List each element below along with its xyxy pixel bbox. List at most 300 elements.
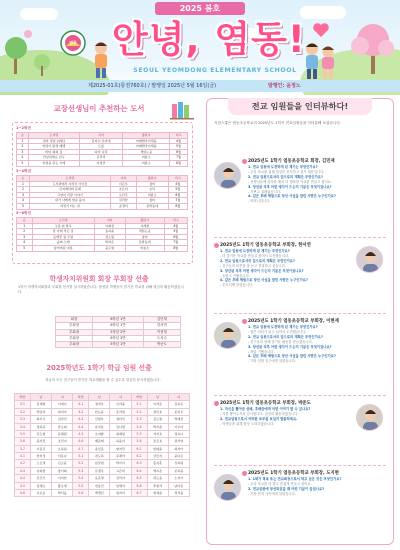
books-cell: 창비	[136, 181, 168, 187]
qa-item	[248, 175, 378, 185]
qa-item	[248, 477, 378, 487]
books-cell: 윤도현	[94, 245, 125, 251]
reps-cell: 엄지아	[110, 489, 131, 496]
question: 1. 전교 임원에 도전하게 된 계기는 무엇인가요?	[248, 325, 318, 329]
reps-cell: 4-2	[15, 460, 31, 467]
reps-cell: 최시우	[30, 416, 51, 423]
books-cell: 문학동네	[125, 240, 164, 246]
table-row	[15, 416, 190, 423]
divider	[214, 237, 386, 238]
answer: - 기쁘고 설레었습니다.	[248, 189, 281, 194]
books-cell: 도서관에서 사라진 아이들	[29, 181, 110, 187]
books-cell: 오단주	[110, 192, 136, 198]
question: 1. 1학기 목표 또는 전교회장으로서 하고 싶은 것은 무엇인가요?	[248, 477, 342, 481]
bullet-icon	[242, 471, 247, 476]
books-cell: 고양이 식당 이야기	[29, 192, 110, 198]
table-row	[56, 335, 181, 341]
books-cell: 김리리	[79, 155, 122, 161]
books-cell: 엉덩이 탐정 배뱅	[28, 144, 79, 150]
reps-cell: 백시온	[147, 467, 168, 474]
candidate-cell: 도지수	[143, 335, 180, 341]
books-cell: 4월	[164, 223, 187, 229]
candidate-cell: 6학년 1반	[93, 317, 144, 323]
books-cell: 3	[17, 234, 33, 240]
reps-cell: 정지우	[89, 401, 110, 408]
reps-cell: 3-3	[15, 416, 31, 423]
grade-label: 1~2학년	[16, 126, 31, 130]
reps-cell: 5-6	[131, 438, 147, 445]
reps-cell: 장서희	[52, 467, 73, 474]
books-section-title: 교장선생님이 추천하는 도서	[53, 104, 145, 113]
reps-cell: 4-3	[73, 416, 89, 423]
books-cell: 비룡소	[136, 192, 168, 198]
books-cell: 책읽는곰	[125, 229, 164, 235]
answer: - 친구들과 함께 즐거운 활동을 만들겠습니다.	[248, 339, 313, 344]
reps-cell: 윤서진	[30, 438, 51, 445]
heart-icon	[312, 22, 330, 38]
reps-cell: 4-6	[15, 489, 31, 496]
books-cell: 공정석	[110, 203, 136, 209]
books-cell: 숲의 노래	[32, 240, 94, 246]
books-header-cell: 출판사	[123, 133, 170, 139]
reps-cell: 3-7	[15, 445, 31, 452]
school-name: SEOUL YEOMDONG ELEMENTARY SCHOOL	[133, 67, 297, 74]
student-photo	[214, 474, 241, 501]
reps-cell: 문채원	[52, 430, 73, 437]
books-cell: 창비	[136, 198, 168, 204]
divider	[214, 465, 386, 466]
question: 3. 당선된 직후 어떤 생각이 드는지 기분은 무엇이었나요?	[220, 268, 304, 273]
reps-header-cell: 여	[110, 394, 131, 401]
interview-title: 전교 임원들을 인터뷰하다!	[228, 98, 372, 115]
books-cell: 4	[17, 155, 29, 161]
newsletter-title: 안녕, 염동!	[112, 18, 306, 61]
books-cell: 4월	[168, 181, 187, 187]
reps-cell: 4-1	[15, 453, 31, 460]
question: 2. 전교 임원으로서의 앞으로의 계획은 무엇인가요?	[220, 258, 295, 263]
cloud-decoration	[300, 6, 346, 19]
reps-cell: 4-7	[73, 445, 89, 452]
qa-item	[220, 417, 350, 427]
student-photo	[214, 322, 241, 349]
reps-cell: 황보영	[52, 482, 73, 489]
books-cell: 5	[17, 203, 30, 209]
reps-cell: 6-4	[131, 467, 147, 474]
question: 4. 같은 후배 체험으로 당선 사실을 알린 사람은 누구인가요?	[248, 354, 336, 359]
books-cell: 6월	[164, 234, 187, 240]
reps-cell: 최예린	[110, 430, 131, 437]
reps-cell: 표준영	[89, 475, 110, 482]
table-row	[17, 160, 188, 166]
question: 3. 당선된 직후 어떤 생각이 드는지 기분은 무엇이었나요?	[248, 184, 332, 189]
books-cell: 빗자 경칩 (양탄)	[28, 138, 79, 144]
divider	[214, 395, 386, 396]
books-cell: 6월	[168, 192, 187, 198]
qa-item	[248, 194, 378, 204]
reps-cell: 이서준	[147, 401, 168, 408]
reps-cell: 5-3	[131, 416, 147, 423]
books-cell: 김지수·조미애	[79, 138, 122, 144]
reps-cell: 6-7	[131, 489, 147, 496]
books-cell: 문학동네	[136, 203, 168, 209]
books-cell: 4	[17, 198, 30, 204]
qa-item	[248, 185, 378, 195]
candidate-cell: 박준도	[143, 342, 180, 348]
reps-cell: 방재윤	[147, 489, 168, 496]
child-illustration	[88, 40, 114, 80]
reps-cell: 조건우	[30, 475, 51, 482]
books-cell: 4월	[170, 138, 188, 144]
books-cell: 6월	[170, 149, 188, 155]
reps-cell: 오지환	[89, 430, 110, 437]
table-row	[15, 438, 190, 445]
reps-cell: 6-2	[131, 453, 147, 460]
season-ribbon: 2025 봄호	[155, 2, 245, 15]
reps-header-cell: 학반	[131, 394, 147, 401]
qa-item	[220, 407, 350, 417]
candidate-cell: 6학년 3반	[93, 335, 144, 341]
interviewee-name: 2025년도 1학기 염동초등학교 부회장, 박준도	[220, 401, 311, 406]
divider	[214, 313, 386, 314]
reps-cell: 전서윤	[168, 489, 189, 496]
reps-cell: 박서율	[52, 489, 73, 496]
books-header-cell: 순	[17, 133, 29, 139]
reps-cell: 한지성	[30, 453, 51, 460]
reps-cell: 정다인	[110, 416, 131, 423]
reps-cell: 조하윤	[168, 467, 189, 474]
reps-cell: 윤다은	[168, 453, 189, 460]
reps-cell: 남궁현	[89, 460, 110, 467]
books-cell: 동백꽃 필 무렵	[32, 234, 94, 240]
children-illustration	[300, 40, 340, 82]
qa-item	[248, 345, 378, 355]
reps-cell: 5-5	[73, 482, 89, 489]
bullet-icon	[242, 319, 247, 324]
reps-cell: 6-3	[131, 460, 147, 467]
reps-cell: 최지아	[52, 408, 73, 415]
qa-item	[248, 354, 378, 364]
reps-cell: 한소희	[52, 423, 73, 430]
qa-item	[248, 335, 378, 345]
books-cell: 내가 나에게 얼굴 붙여	[29, 198, 110, 204]
answer: - 더 즐거운 학교를 만들고 싶어서 도전했습니다.	[220, 253, 290, 258]
reps-cell: 김도현	[147, 416, 168, 423]
books-cell: 이정민	[79, 160, 122, 166]
books-header-cell: 비고	[164, 218, 187, 224]
table-row	[15, 460, 190, 467]
grade-label: 3~4학년	[16, 169, 31, 173]
reps-cell: 6-6	[131, 482, 147, 489]
question: 3. 당선된 직후 어떤 생각이 드는지 기분은 무엇이었나요?	[248, 344, 332, 349]
books-header-cell: 저자	[79, 133, 122, 139]
interviewee-name: 2025년도 1학기 염동초등학교 부회장, 이현재	[248, 319, 339, 324]
candidate-cell: 부회장	[56, 342, 93, 348]
reps-cell: 강리아	[110, 475, 131, 482]
books-cell: 달 아래 작은 집	[32, 229, 94, 235]
reps-cell: 3-2	[15, 408, 31, 415]
reps-cell: 백경민	[89, 489, 110, 496]
books-cell: 미래엔아이세움	[123, 138, 170, 144]
reps-cell: 하윤서	[110, 438, 131, 445]
reps-cell: 송민준	[89, 445, 110, 452]
candidate-cell: 6학년 1반	[93, 323, 144, 329]
books-cell: 긴지베리와 문제	[29, 187, 110, 193]
reps-cell: 5-5	[131, 430, 147, 437]
answer: - 좋은 리더가 되고 싶어서 도전했습니다.	[248, 329, 307, 334]
reps-header-cell: 학반	[73, 394, 89, 401]
reps-cell: 홍지훈	[147, 460, 168, 467]
publisher: 발행인: 윤정노	[268, 83, 301, 89]
bullet-icon	[242, 159, 247, 164]
answer: - 가장 먼저 가족에게 알렸습니다.	[248, 491, 296, 496]
question: 2. 전교 임원으로서의 앞으로의 계획은 무엇인가요?	[248, 334, 323, 339]
answer: - 놀랍고 기뻤습니다.	[220, 273, 250, 278]
reps-cell: 천승민	[89, 482, 110, 489]
books-cell: 박지은	[94, 240, 125, 246]
reps-cell: 3-6	[15, 438, 31, 445]
reps-cell: 노지아	[168, 475, 189, 482]
table-row	[15, 453, 190, 460]
reps-cell: 5-2	[73, 460, 89, 467]
reps-cell: 4-3	[15, 467, 31, 474]
reps-cell: 5-1	[131, 401, 147, 408]
books-cell: 5	[17, 160, 29, 166]
reps-cell: 김하은	[168, 401, 189, 408]
books-header-cell: 비고	[170, 133, 188, 139]
reps-cell: 이수아	[168, 423, 189, 430]
reps-cell: 곽도윤	[147, 475, 168, 482]
candidates-table	[55, 316, 181, 348]
books-header-cell: 저자	[110, 176, 136, 182]
answer: - 친구들의 의견을 잘 듣고 전달하고 싶습니다.	[220, 263, 286, 268]
reps-cell: 5-3	[73, 467, 89, 474]
books-cell: 5월	[164, 229, 187, 235]
qa-item	[248, 487, 378, 497]
books-cell: 조은비	[110, 187, 136, 193]
books-header-cell: 도서명	[28, 133, 79, 139]
reps-cell: 오하린	[52, 445, 73, 452]
table-row	[15, 401, 190, 408]
books-cell: 3	[17, 149, 29, 155]
tree-illustration-right	[346, 18, 398, 78]
reps-cell: 강민석	[147, 453, 168, 460]
reps-cell: 4-4	[15, 475, 31, 482]
books-cell: 창비	[125, 234, 164, 240]
books-header-cell: 도서명	[32, 218, 94, 224]
books-header-cell: 비고	[168, 176, 187, 182]
student-photo	[356, 404, 383, 431]
reps-cell: 박시윤	[147, 423, 168, 430]
reps-cell: 신현우	[89, 416, 110, 423]
books-cell: 이희선	[94, 223, 125, 229]
reps-cell: 정유나	[168, 430, 189, 437]
reps-cell: 김재현	[30, 401, 51, 408]
reps-cell: 이서윤	[110, 401, 131, 408]
reps-cell: 배준혁	[89, 438, 110, 445]
answer: - 가장 친한 친구에게 알렸습니다.	[248, 359, 296, 364]
reps-cell: 문지우	[168, 408, 189, 415]
reps-cell: 3-1	[15, 401, 31, 408]
reps-cell: 조민지	[52, 438, 73, 445]
books-header-cell: 출판사	[125, 218, 164, 224]
reps-cell: 4-5	[15, 482, 31, 489]
reps-cell: 3-5	[15, 430, 31, 437]
books-cell: 1	[17, 181, 30, 187]
reps-cell: 권도하	[89, 453, 110, 460]
reps-cell: 김아인	[52, 416, 73, 423]
reps-cell: 김나연	[110, 423, 131, 430]
qa-item	[220, 269, 350, 279]
reps-cell: 이로운	[30, 489, 51, 496]
books-cell: 5	[17, 245, 33, 251]
books-cell: 다자 나쥬	[79, 149, 122, 155]
books-cell: 보리	[136, 187, 168, 193]
books-cell: 3	[17, 192, 30, 198]
reps-cell: 4-4	[73, 423, 89, 430]
class-reps-table	[14, 393, 190, 497]
reps-header-cell: 여	[52, 394, 73, 401]
school-logo-text: 염동	[69, 40, 77, 45]
books-cell: 사계절	[125, 223, 164, 229]
cloud-decoration	[20, 8, 58, 20]
reps-header-cell: 남	[30, 394, 51, 401]
answer: - 우리 학교를 더 밝고 즐겁게 만들고 싶어요.	[248, 481, 312, 486]
books-cell: 1	[17, 223, 33, 229]
reps-cell: 이동건	[30, 445, 51, 452]
books-table	[16, 175, 188, 210]
newsletter-header	[0, 0, 400, 95]
reps-cell: 서지호	[147, 430, 168, 437]
student-photo	[356, 246, 383, 273]
table-row	[15, 445, 190, 452]
reps-cell: 4-2	[73, 408, 89, 415]
question: 1. 자신을 뽑아준 선배, 후배들에게 어떤 이야기 할 수 있나요?	[220, 407, 311, 411]
reps-cell: 박시아	[110, 460, 131, 467]
qa-item	[248, 165, 378, 175]
table-row	[15, 467, 190, 474]
student-photo	[214, 162, 241, 189]
bullet-icon	[214, 401, 219, 406]
candidates-note: 1학기 학생자치회장과 부회장 선거를 실시하였습니다. 당선된 학생들이 즐거운 학교를 위해 열심히 활동하겠습니다.	[18, 285, 184, 294]
table-row	[15, 482, 190, 489]
candidate-cell: 김민재	[143, 317, 180, 323]
table-row	[15, 489, 190, 496]
reps-cell: 문정우	[89, 467, 110, 474]
reps-header-cell: 여	[168, 394, 189, 401]
question: 4. 같은 후배 체험으로 당선 사실을 알린 사람은 누구인가요?	[248, 194, 336, 199]
reps-cell: 임태윤	[147, 445, 168, 452]
table-row	[15, 430, 190, 437]
books-cell: 5월	[170, 144, 188, 150]
candidate-cell: 부회장	[56, 323, 93, 329]
question: 4. 같은 후배 체험으로 당선 사실을 알린 사람은 누구인가요?	[220, 278, 308, 283]
reps-cell: 양지민	[110, 445, 131, 452]
issue-info-bar	[0, 80, 400, 92]
candidate-cell: 이현재	[143, 329, 180, 335]
candidate-cell: 회장	[56, 317, 93, 323]
question: 1. 전교 임원에 도전하게 된 계기는 무엇인가요?	[248, 165, 318, 169]
reps-cell: 서유나	[52, 453, 73, 460]
candidate-cell: 부회장	[56, 329, 93, 335]
table-row	[56, 329, 181, 335]
reps-cell: 6-1	[131, 445, 147, 452]
table-row	[15, 408, 190, 415]
reps-cell: 정하준	[30, 423, 51, 430]
reps-header-cell: 학반	[15, 394, 31, 401]
books-cell: 4	[17, 240, 33, 246]
answer: - 저를 뽑아주셔서 감사합니다. 열심히 활동하겠습니다.	[220, 411, 299, 416]
interviewee-name: 2025년도 1학기 염동초등학교 회장, 김민재	[248, 159, 335, 164]
books-cell: 8월	[170, 160, 188, 166]
reps-cell: 6-5	[131, 475, 147, 482]
reps-cell: 박예진	[168, 416, 189, 423]
reps-cell: 권서영	[168, 438, 189, 445]
issue-info: 제2025-01호(통권760호) / 발행일 2025년 5월 16일(금)	[88, 83, 217, 89]
books-cell: 2	[17, 229, 33, 235]
reps-cell: 노은결	[30, 460, 51, 467]
reps-cell: 추현서	[147, 482, 168, 489]
books-cell: 7월	[164, 240, 187, 246]
books-cell: 구름 위 학교	[32, 223, 94, 229]
books-cell: 책읽는곰	[123, 149, 170, 155]
reps-cell: 김소윤	[52, 460, 73, 467]
books-cell: 5월	[168, 187, 187, 193]
books-cell: 비룡소	[123, 155, 170, 161]
table-row	[56, 323, 181, 329]
books-cell: 이은우	[110, 181, 136, 187]
books-cell: 비룡소	[123, 160, 170, 166]
answer: - 선생님들께 건의를 해서 더 행복한 학교를 만들고 싶어요.	[248, 179, 332, 184]
reps-cell: 5-1	[73, 453, 89, 460]
question: 2. 전교임원으로서 어떠한 포부를 보일지 말씀하세요.	[220, 416, 298, 421]
reps-cell: 5-4	[131, 423, 147, 430]
reps-cell: 4-1	[73, 401, 89, 408]
books-cell: 8월	[164, 245, 187, 251]
reps-cell: 강도현	[30, 430, 51, 437]
reps-cell: 이지안	[52, 475, 73, 482]
interview-intro: 지현스쿨은 염동초등학교의 2025년도 1학기 전교임원들을 인터뷰해 보았습니다.	[214, 121, 342, 125]
books-cell: 2	[17, 187, 30, 193]
books-cell: 잃어버린 여름	[32, 245, 94, 251]
reps-cell: 한도윤	[89, 408, 110, 415]
question: 2. 전교 임원으로서의 앞으로의 계획은 무엇인가요?	[248, 174, 323, 179]
books-cell: 친절을 담는 가게	[28, 160, 79, 166]
books-table	[16, 132, 188, 167]
books-header-cell: 저자	[94, 218, 125, 224]
answer: - 우리 학교를 위해 열심히 봉사하고 싶기 때문입니다.	[248, 169, 325, 174]
reps-cell: 박준서	[30, 408, 51, 415]
reps-cell: 5-4	[73, 475, 89, 482]
reps-cell: 이예나	[52, 401, 73, 408]
books-cell: 7월	[168, 198, 187, 204]
books-cell: 김리한	[110, 198, 136, 204]
reps-cell: 정민호	[147, 408, 168, 415]
reps-cell: 신하린	[168, 460, 189, 467]
reps-header-cell: 남	[147, 394, 168, 401]
answer: - 정말 기뻤습니다.	[248, 349, 275, 354]
question: 1. 전교 임원에 도전하게 된 계기는 무엇인가요?	[220, 249, 290, 253]
candidate-cell: 5학년 2반	[93, 329, 144, 335]
reps-cell: 류지호	[89, 423, 110, 430]
books-cell: 송하윤	[94, 229, 125, 235]
qa-item	[248, 325, 378, 335]
books-header-cell: 순	[17, 176, 30, 182]
reps-cell: 5-6	[73, 489, 89, 496]
qa-item	[220, 249, 350, 259]
candidate-cell: 부회장	[56, 335, 93, 341]
reps-cell: 유채아	[110, 453, 131, 460]
table-row	[15, 423, 190, 430]
